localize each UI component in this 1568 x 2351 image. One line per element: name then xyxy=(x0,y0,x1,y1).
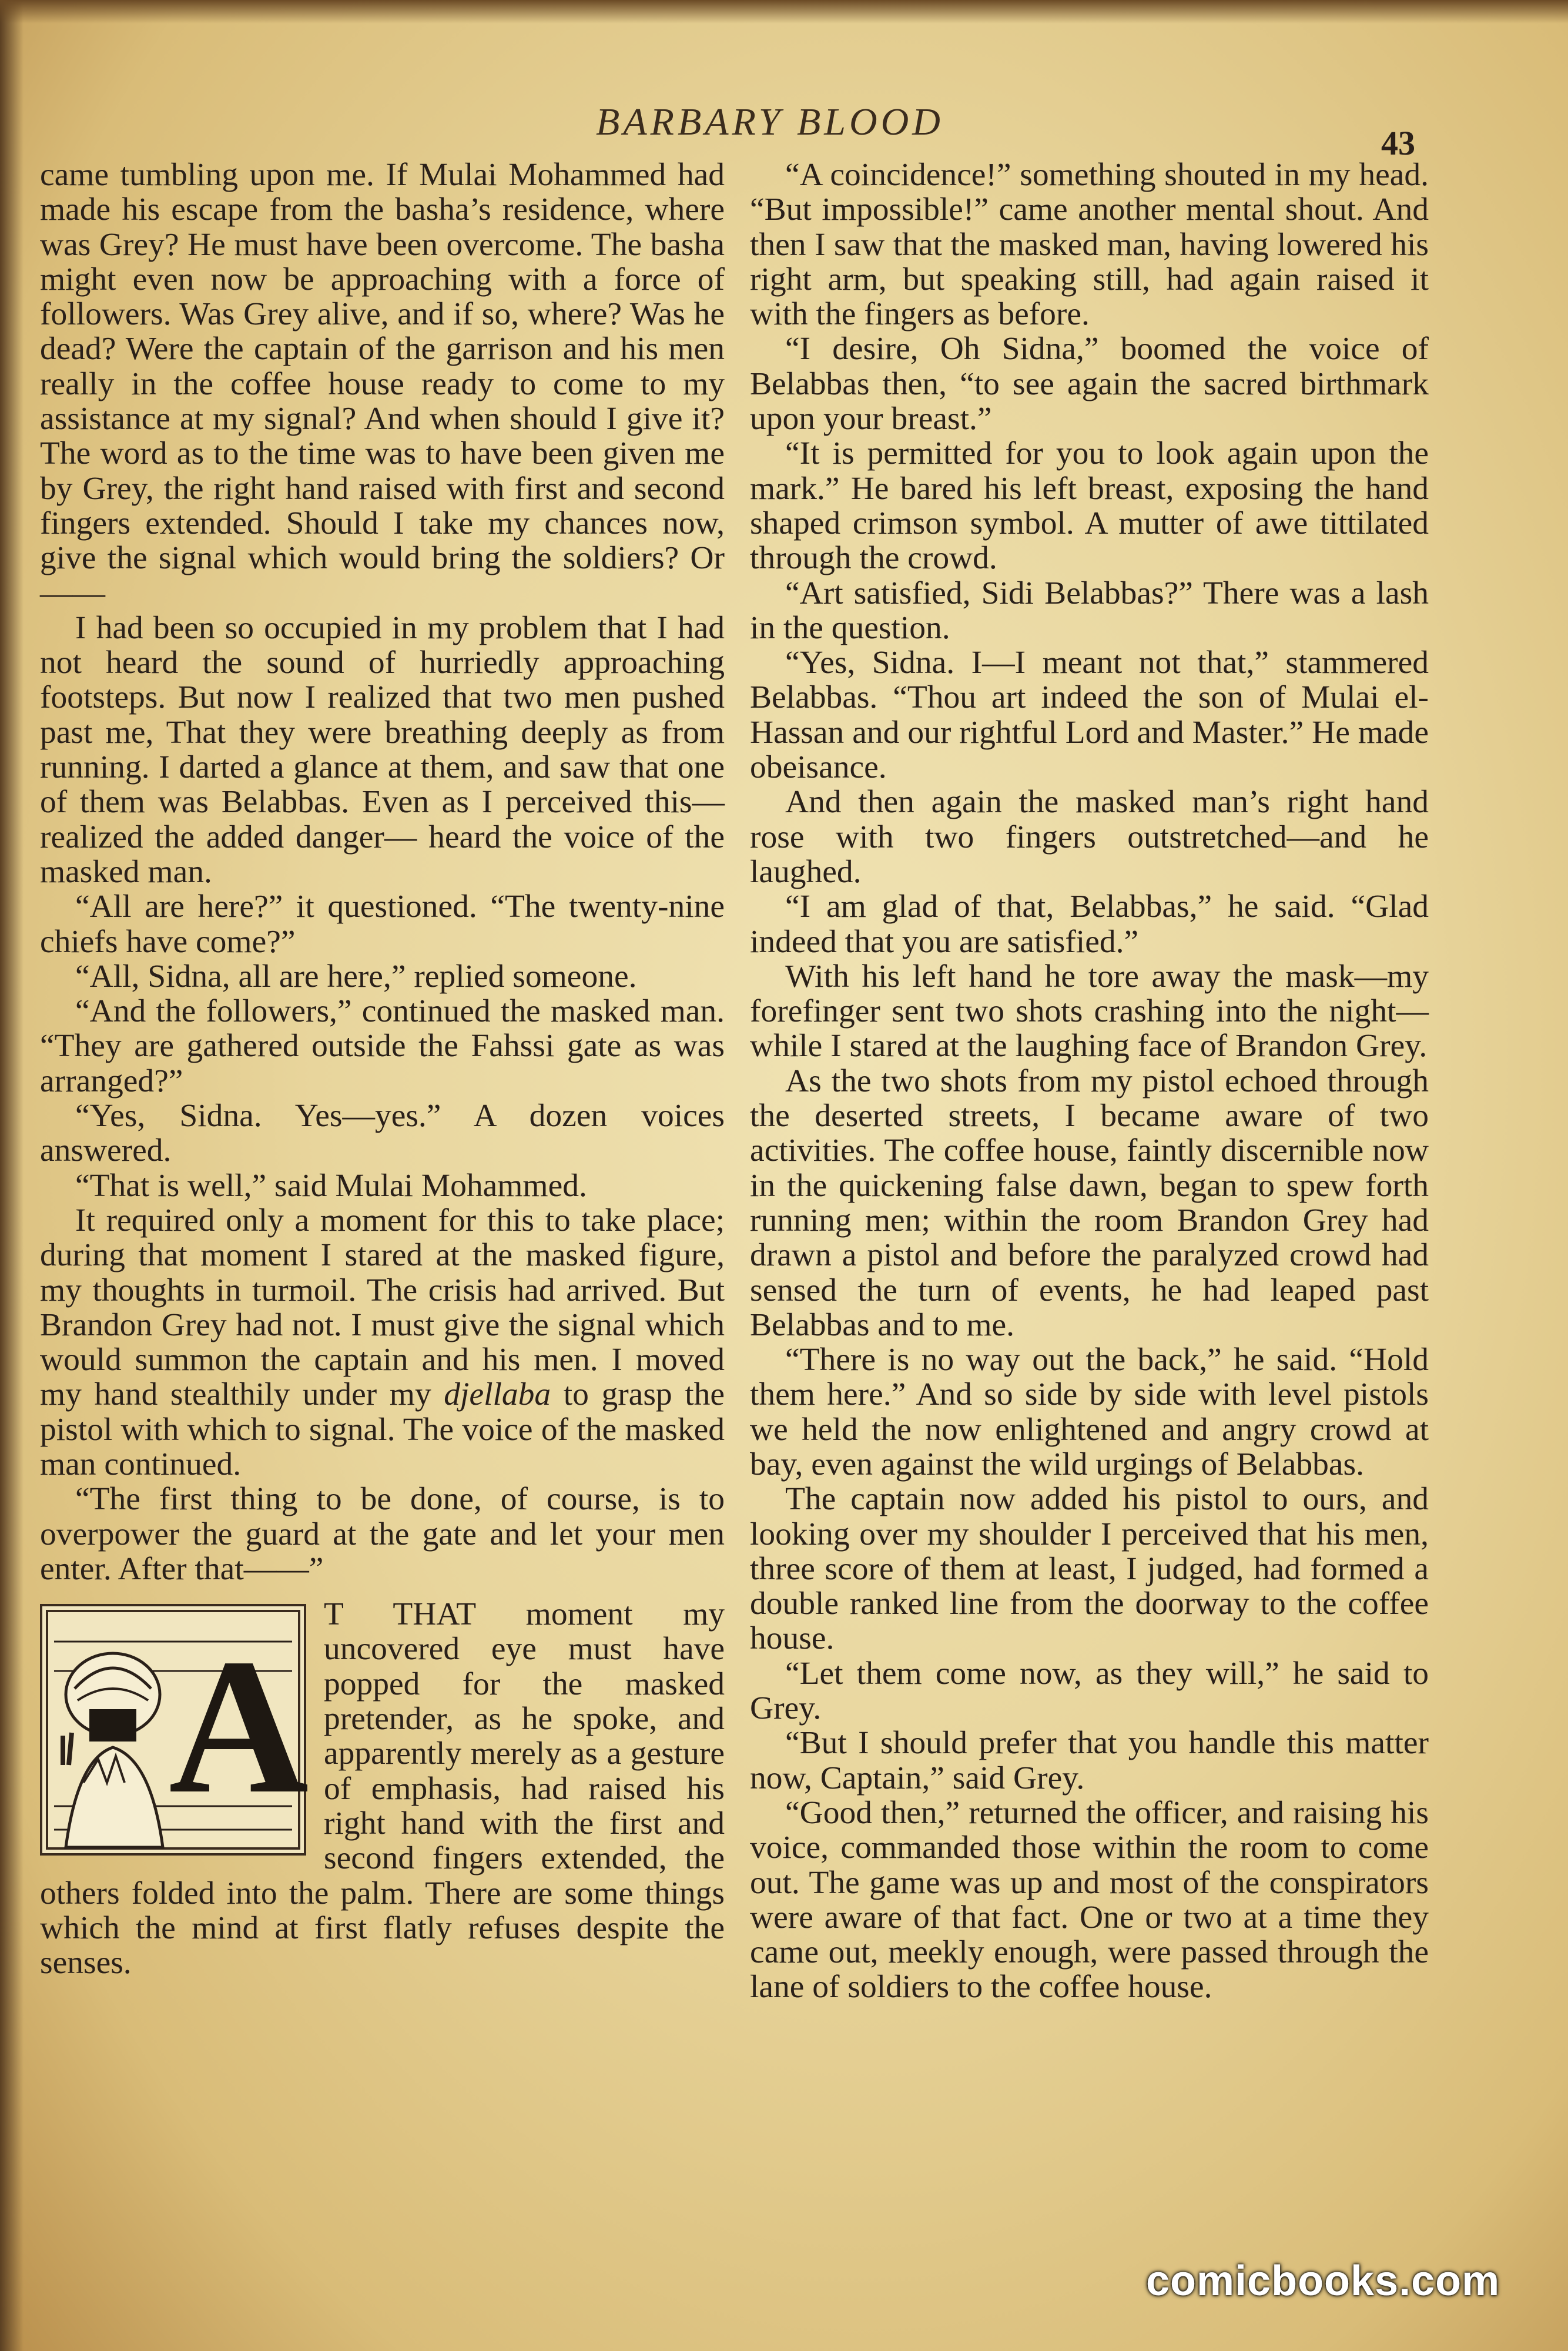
paragraph: “Yes, Sidna. Yes—yes.” A dozen voices answered. xyxy=(40,1098,725,1169)
paragraph: “Art satisfied, Sidi Belabbas?” There was a lash in the question. xyxy=(750,575,1429,646)
left-column xyxy=(40,158,725,1980)
paragraph: “Good then,” returned the officer, and raising his voice, commanded those within the room to come out. The game was up and most of the conspirators were aware of that fact. One or two at a time they came out, meekly enough, were passed through the lane of soldiers to the coffee house. xyxy=(750,1794,1429,2005)
paragraph: “All are here?” it questioned. “The twenty-nine chiefs have come?” xyxy=(40,889,725,960)
paragraph: came tumbling upon me. If Mulai Mohammed had made his escape from the basha’s residence, where was Grey? He must have been overcome. The basha might even now be approaching with a force of followers. Was Grey alive, and if so, where? Was he dead? Were the captain of the garrison and his men really in the coffee house ready to come to my assistance at my signal? And when should I give it? The word as to the time was to have been given me by Grey, the right hand raised with first and second fingers extended. Should I take my chances now, give the signal which would bring the soldiers? Or—— xyxy=(40,157,725,611)
running-head: BARBARY BLOOD xyxy=(596,101,944,143)
paragraph-part: to grasp the pistol with which to signal. The voice of the masked man continued. xyxy=(40,1377,725,1482)
dropcap-letter: A xyxy=(169,1619,309,1834)
paragraph: “I am glad of that, Belabbas,” he said. “Glad indeed that you are satisfied.” xyxy=(750,889,1429,960)
right-column xyxy=(750,158,1429,2005)
paragraph: “A coincidence!” something shouted in my head. “But impossible!” came another mental shout. And then I saw that the masked man, having lowered his right arm, but speaking still, had again raised it with the fingers as before. xyxy=(750,157,1429,333)
paragraph: “There is no way out the back,” he said. “Hold them here.” And so side by side with level pistols we held the now enlightened and angry crowd at bay, even against the wild urgings of Belabbas. xyxy=(750,1342,1429,1482)
watermark: comicbooks.com xyxy=(1146,2258,1500,2305)
paragraph: “That is well,” said Mulai Mohammed. xyxy=(75,1167,587,1204)
dropcap-paragraph xyxy=(40,1597,725,1980)
paragraph: “Yes, Sidna. I—I meant not that,” stammered Belabbas. “Thou art indeed the son of Mulai el-Hassan and our rightful Lord and Master.” He made obeisance. xyxy=(750,645,1429,786)
paragraph: “But I should prefer that you handle this matter now, Captain,” said Grey. xyxy=(750,1725,1429,1796)
paragraph: “Let them come now, as they will,” he said to Grey. xyxy=(750,1655,1429,1727)
page-number: 43 xyxy=(1381,124,1415,162)
paragraph: I had been so occupied in my problem that I had not heard the sound of hurriedly approaching footsteps. But now I realized that two men pushed past me, That they were breathing deeply as from running. I darted a glance at them, and saw that one of them was Belabbas. Even as I perceived this—realized the added danger— heard the voice of the masked man. xyxy=(40,609,725,890)
paragraph: With his left hand he tore away the mask—my forefinger sent two shots crashing into the night—while I stared at the laughing face of Brandon Grey. xyxy=(750,958,1429,1064)
paragraph: “It is permitted for you to look again upon the mark.” He bared his left breast, exposing the hand shaped crimson symbol. A mutter of awe tittilated through the crowd. xyxy=(750,436,1429,577)
paragraph: “The first thing to be done, of course, is to overpower the guard at the gate and let your men enter. After that——” xyxy=(40,1481,725,1587)
paragraph: “And the followers,” continued the masked man. “They are gathered outside the Fahssi gate as was arranged?” xyxy=(40,993,725,1099)
italic-word: djellaba xyxy=(444,1377,551,1413)
page-top-edge xyxy=(0,0,1568,24)
paragraph: The captain now added his pistol to ours, and looking over my shoulder I perceived that his men, three score of them at least, I judged, had formed a double ranked line from the doorway to the coffee house. xyxy=(750,1481,1429,1657)
paragraph: “I desire, Oh Sidna,” boomed the voice of Belabbas then, “to see again the sacred birthmark upon your breast.” xyxy=(750,331,1429,437)
paragraph-with-italic xyxy=(40,1203,725,1482)
paragraph: And then again the masked man’s right hand rose with two fingers outstretched—and he laughed. xyxy=(750,784,1429,890)
paragraph: As the two shots from my pistol echoed through the deserted streets, I became aware of two activities. The coffee house, faintly discernible now in the quickening false dawn, began to spew forth running men; within the room Brandon Grey had drawn a pistol and before the paralyzed crowd had sensed the turn of events, he had leaped past Belabbas and to me. xyxy=(750,1063,1429,1343)
paragraph: “All, Sidna, all are here,” replied someone. xyxy=(75,958,637,994)
paragraph-part: It required only a moment for this to take place; during that moment I stared at the masked figure, my thoughts in turmoil. The crisis had arrived. But Brandon Grey had not. I must give the signal which would summon the captain and his men. I moved my hand stealthily under my xyxy=(40,1202,725,1413)
dropcap-paragraph-text: T THAT moment my uncovered eye must have popped for the masked pretender, as he spoke, and apparently merely as a gesture of emphasis, had raised his right hand with the first and second fingers extended, the others folded into the palm. There are some things which the mind at first flatly refuses despite the senses. xyxy=(40,1596,725,1981)
dropcap-illustration xyxy=(40,1604,309,1856)
